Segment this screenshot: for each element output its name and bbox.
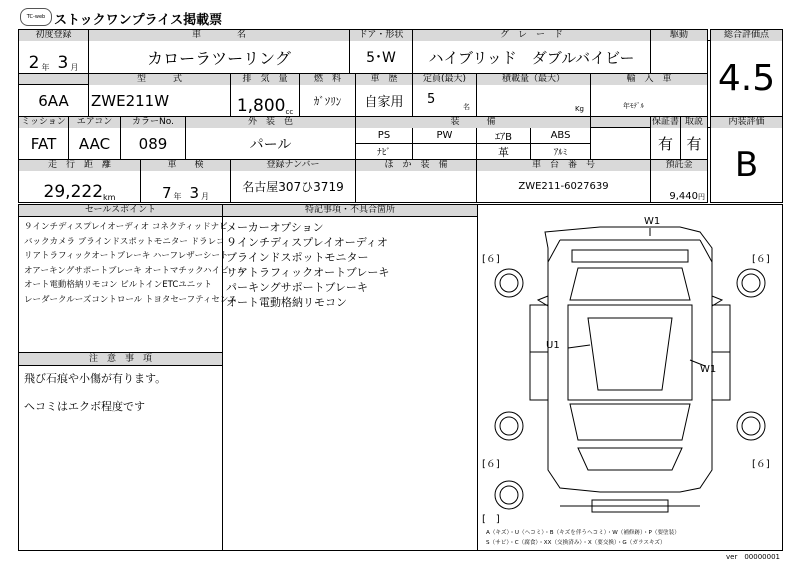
tire-label: [６] xyxy=(752,459,770,470)
warranty-value: 有 xyxy=(657,135,673,153)
sales-point-line: オート電動格納リモコン ビルトインETCユニット xyxy=(24,280,212,290)
logo: TC-web xyxy=(20,8,52,26)
capacity-unit: 名 xyxy=(463,103,470,111)
version-label: ver 00000001 xyxy=(726,553,780,561)
aircon-value: AAC xyxy=(78,134,111,153)
first-reg-year: 2 xyxy=(28,53,40,73)
header-usage: 車 歴 xyxy=(356,74,412,85)
special-note-line: メーカーオプション xyxy=(226,221,324,234)
tire-label: [６] xyxy=(482,459,500,470)
first-reg-month-unit: 月 xyxy=(70,63,79,72)
first-reg-month: 3 xyxy=(57,53,69,73)
doc-title: ストックワンプライス掲載票 xyxy=(54,13,223,28)
load-unit: Kg xyxy=(574,105,584,113)
mission-value: FAT xyxy=(30,134,57,153)
sales-points-list xyxy=(24,220,245,307)
spare-tire-label: [ ] xyxy=(482,514,500,525)
header-overall-grade: 総合評価点 xyxy=(711,30,782,41)
equip-leather: 革 xyxy=(498,145,509,159)
car-name-value: カローラツーリング xyxy=(147,48,291,68)
header-fuel: 燃 料 xyxy=(300,74,355,85)
header-car-name: 車 名 xyxy=(89,30,349,41)
damage-mark: W1 xyxy=(644,216,661,227)
fuel-value: ｶﾞｿﾘﾝ xyxy=(313,94,342,108)
equip-alloy: ｱﾙﾐ xyxy=(553,148,568,158)
overall-grade-value: 4.5 xyxy=(717,58,776,99)
header-chassis: 車 台 番 号 xyxy=(477,160,650,171)
special-note-line: オート電動格納リモコン xyxy=(226,296,347,309)
equip-abs: ABS xyxy=(550,130,571,141)
deposit-number: 9,440 xyxy=(669,191,698,202)
header-mission: ミッション xyxy=(19,117,68,128)
header-other-equip: ほ か 装 備 xyxy=(356,160,476,171)
tire-label: [６] xyxy=(482,254,500,265)
damage-leaders xyxy=(568,228,705,366)
caution-line: ヘコミはエクボ程度です xyxy=(24,400,145,413)
header-color-no: カラーNo. xyxy=(121,117,185,128)
header-grade: グ レ ー ド xyxy=(413,30,650,41)
grade-value: ハイブリッド ダブルバイビー xyxy=(428,48,635,67)
header-displacement: 排 気 量 xyxy=(231,74,299,85)
header-plate: 登録ナンバー xyxy=(231,160,355,171)
damage-mark: W1 xyxy=(700,364,717,375)
sales-point-line: リアトラフィックオートブレーキ ハーフレザーシート xyxy=(24,251,229,261)
type-value: ZWE211W xyxy=(91,91,170,110)
color-no-value: 089 xyxy=(138,134,168,153)
capacity-number: 5 xyxy=(427,92,436,107)
damage-legend-line-1: A（キズ）・U（ヘコミ）・B（キズを伴うヘコミ）・W（補修跡）・P（要塗装） xyxy=(486,530,680,536)
interior-grade-value: B xyxy=(734,145,759,185)
equip-pw: PW xyxy=(436,130,453,141)
header-door-type: ドア・形状 xyxy=(350,30,412,41)
manual-value: 有 xyxy=(686,135,702,153)
door-type-value: 5･W xyxy=(366,50,396,66)
mileage-unit: km xyxy=(103,193,116,202)
header-type: 型 式 xyxy=(89,74,230,85)
header-drive: 駆動 xyxy=(651,30,707,41)
chassis-value: ZWE211-6027639 xyxy=(518,181,609,192)
car-damage-diagram xyxy=(478,205,782,550)
cautions-title: 注 意 事 項 xyxy=(19,354,222,365)
damage-legend-line-2: S（サビ）・C（腐食）・XX（交換済み）・X（要交換）・G（ガラスキズ） xyxy=(486,540,666,546)
header-capacity: 定員(最大) xyxy=(413,74,476,85)
sales-points-title: セールスポイント xyxy=(19,205,222,216)
special-note-line: ９インチディスプレイオーディオ xyxy=(226,236,388,249)
type-prefix-value: 6AA xyxy=(38,91,69,110)
inspection-month-unit: 月 xyxy=(201,192,210,201)
plate-value: 名古屋307ひ3719 xyxy=(242,180,344,194)
header-mileage: 走 行 距 離 xyxy=(19,160,140,171)
header-first-reg: 初度登録 xyxy=(19,30,88,41)
special-notes-list xyxy=(226,220,389,310)
header-warranty: 保証書 xyxy=(651,117,679,127)
deposit-unit: 円 xyxy=(698,193,705,201)
header-load: 積載量（最大） xyxy=(477,74,590,85)
color-value: パール xyxy=(249,136,292,153)
first-reg-year-unit: 年 xyxy=(41,63,50,72)
equip-navi: ﾅﾋﾞ xyxy=(377,148,391,158)
import-model-label: 年ﾓﾃﾞﾙ xyxy=(623,102,644,110)
inspection-year: 7 xyxy=(161,184,172,202)
sales-point-line: バックカメラ ブラインドスポットモニター ドラレコ xyxy=(24,236,225,247)
cautions-list xyxy=(24,372,166,414)
equip-airbag: ｴｱB xyxy=(495,132,512,143)
inspection-year-unit: 年 xyxy=(173,192,182,201)
header-equipment: 装 備 xyxy=(356,117,590,128)
sales-point-line: オアーキングサポートブレーキ オートマチックハイビーム xyxy=(24,265,246,276)
sales-point-line: ９インチディスプレイオーディオ コネクティッドナビ xyxy=(24,222,228,232)
displacement-number: 1,800 xyxy=(236,96,286,116)
displacement-unit: cc xyxy=(285,108,294,116)
header-inspection: 車 検 xyxy=(141,160,230,171)
special-note-line: ブラインドスポットモニター xyxy=(226,251,369,264)
special-note-line: パーキングサポートブレーキ xyxy=(226,281,368,294)
usage-value: 自家用 xyxy=(364,95,404,110)
equip-ps: PS xyxy=(377,130,391,141)
inspection-month: 3 xyxy=(189,184,200,202)
caution-line: 飛び石痕や小傷が有ります。 xyxy=(24,372,167,385)
header-import: 輸 入 車 xyxy=(591,74,707,85)
special-notes-title: 特記事項・不具合箇所 xyxy=(223,205,477,216)
header-interior-grade: 内装評価 xyxy=(711,117,782,128)
tire-label: [６] xyxy=(752,254,770,265)
caution-line xyxy=(24,386,166,400)
header-exterior: 外 装 色 xyxy=(186,117,355,128)
sales-point-line: レーダークルーズコントロール トヨタセーフティセンス xyxy=(24,294,237,305)
header-manual: 取説 xyxy=(681,117,707,128)
special-note-line: リアトラフィックオートブレーキ xyxy=(226,266,390,279)
header-deposit: 預託金 xyxy=(651,160,707,171)
damage-mark: U1 xyxy=(546,340,560,351)
header-aircon: エアコン xyxy=(69,117,120,128)
mileage-number: 29,222 xyxy=(43,182,104,202)
